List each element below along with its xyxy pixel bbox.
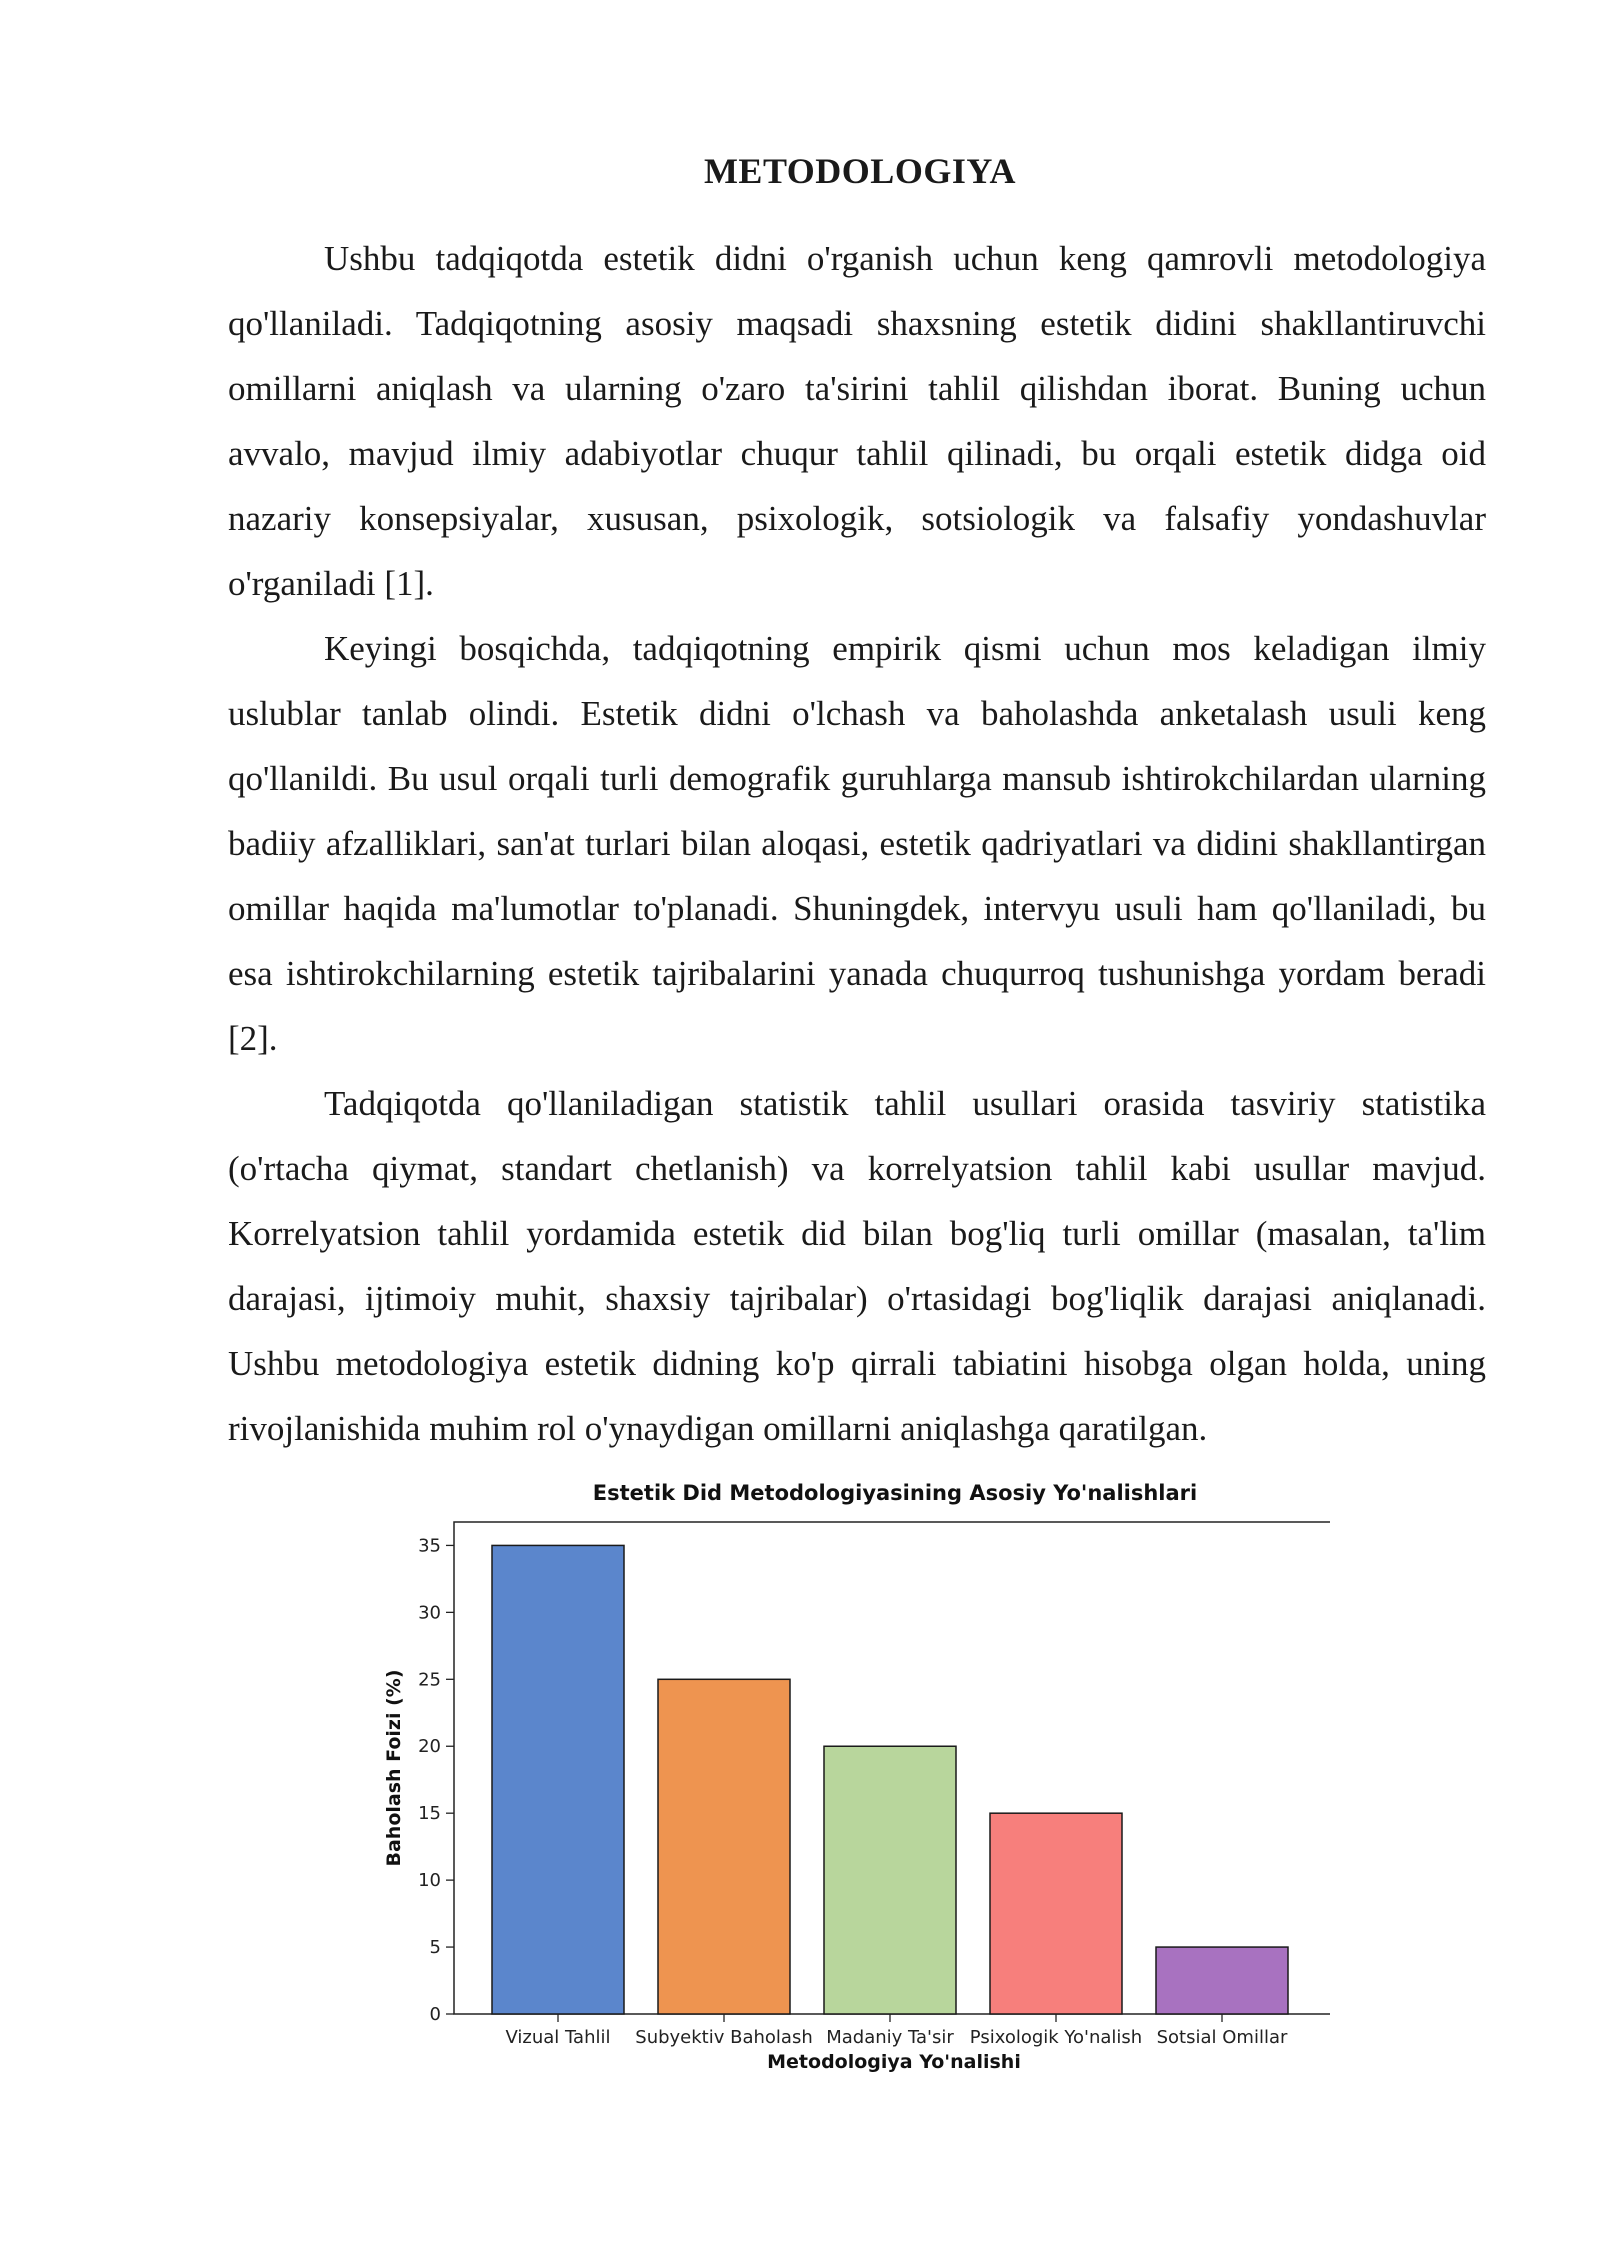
bar-chart <box>370 1470 1330 2080</box>
bar-madaniy-ta-sir <box>824 1746 956 2014</box>
bar-psixologik-yo-nalish <box>990 1813 1122 2014</box>
section-heading: METODOLOGIYA <box>703 151 1017 191</box>
bar-chart-figure <box>370 1470 1330 2080</box>
x-tick-label: Subyektiv Baholash <box>635 2027 813 2048</box>
y-tick-label: 10 <box>418 1870 441 1892</box>
y-tick-label: 30 <box>418 1602 441 1624</box>
y-tick-label: 25 <box>418 1669 441 1691</box>
bars-group <box>492 1545 1288 2014</box>
x-axis-ticks <box>506 2014 1288 2048</box>
chart-title: Estetik Did Metodologiyasining Asosiy Yo'nalishlari <box>592 1481 1198 1505</box>
bar-subyektiv-baholash <box>658 1679 790 2014</box>
y-axis-ticks <box>418 1535 454 2025</box>
y-tick-label: 35 <box>418 1535 441 1557</box>
y-tick-label: 20 <box>418 1736 441 1758</box>
bar-sotsial-omillar <box>1156 1947 1288 2014</box>
x-tick-label: Sotsial Omillar <box>1156 2027 1288 2048</box>
x-tick-label: Psixologik Yo'nalish <box>969 2027 1143 2048</box>
x-tick-label: Madaniy Ta'sir <box>826 2027 954 2048</box>
y-tick-label: 5 <box>429 1937 441 1959</box>
x-tick-label: Vizual Tahlil <box>505 2027 611 2048</box>
bar-vizual-tahlil <box>492 1545 624 2014</box>
y-tick-label: 15 <box>418 1803 441 1825</box>
paragraph-3: Tadqiqotda qo'llaniladigan statistik tahlil usullari orasida tasviriy statistika (o'rtacha qiymat, standart chetlanish) va korrelyatsion tahlil kabi usullar mavjud. Korrelyatsion tahlil yordamida estetik did bilan bog'liq turli omillar (masalan, ta'lim darajasi, ijtimoiy muhit, shaxsiy tajribalar) o'rtasidagi bog'liqlik darajasi aniqlanadi. Ushbu metodologiya estetik didning ko'p qirrali tabiatini hisobga olgan holda, uning rivojlanishida muhim rol o'ynaydigan omillarni aniqlashga qaratilgan. <box>228 1084 1486 1448</box>
y-axis-title: Baholash Foizi (%) <box>383 1669 405 1867</box>
paragraph-1: Ushbu tadqiqotda estetik didni o'rganish uchun keng qamrovli metodologiya qo'llaniladi. Tadqiqotning asosiy maqsadi shaxsning estetik didini shakllantiruvchi omillarni aniqlash va ularning o'zaro ta'sirini tahlil qilishdan iborat. Buning uchun avvalo, mavjud ilmiy adabiyotlar chuqur tahlil qilinadi, bu orqali estetik didga oid nazariy konsepsiyalar, xususan, psixologik, sotsiologik va falsafiy yondashuvlar o'rganiladi [1]. <box>228 239 1486 603</box>
body-text <box>228 226 1486 1461</box>
y-tick-label: 0 <box>429 2004 441 2025</box>
x-axis-title: Metodologiya Yo'nalishi <box>767 2051 1021 2073</box>
paragraph-2: Keyingi bosqichda, tadqiqotning empirik qismi uchun mos keladigan ilmiy uslublar tanlab olindi. Estetik didni o'lchash va baholashda anketalash usuli keng qo'llanildi. Bu usul orqali turli demografik guruhlarga mansub ishtirokchilardan ularning badiiy afzalliklari, san'at turlari bilan aloqasi, estetik qadriyatlari va didini shakllantirgan omillar haqida ma'lumotlar to'planadi. Shuningdek, intervyu usuli ham qo'llaniladi, bu esa ishtirokchilarning estetik tajribalarini yanada chuqurroq tushunishga yordam beradi [2]. <box>228 629 1486 1058</box>
